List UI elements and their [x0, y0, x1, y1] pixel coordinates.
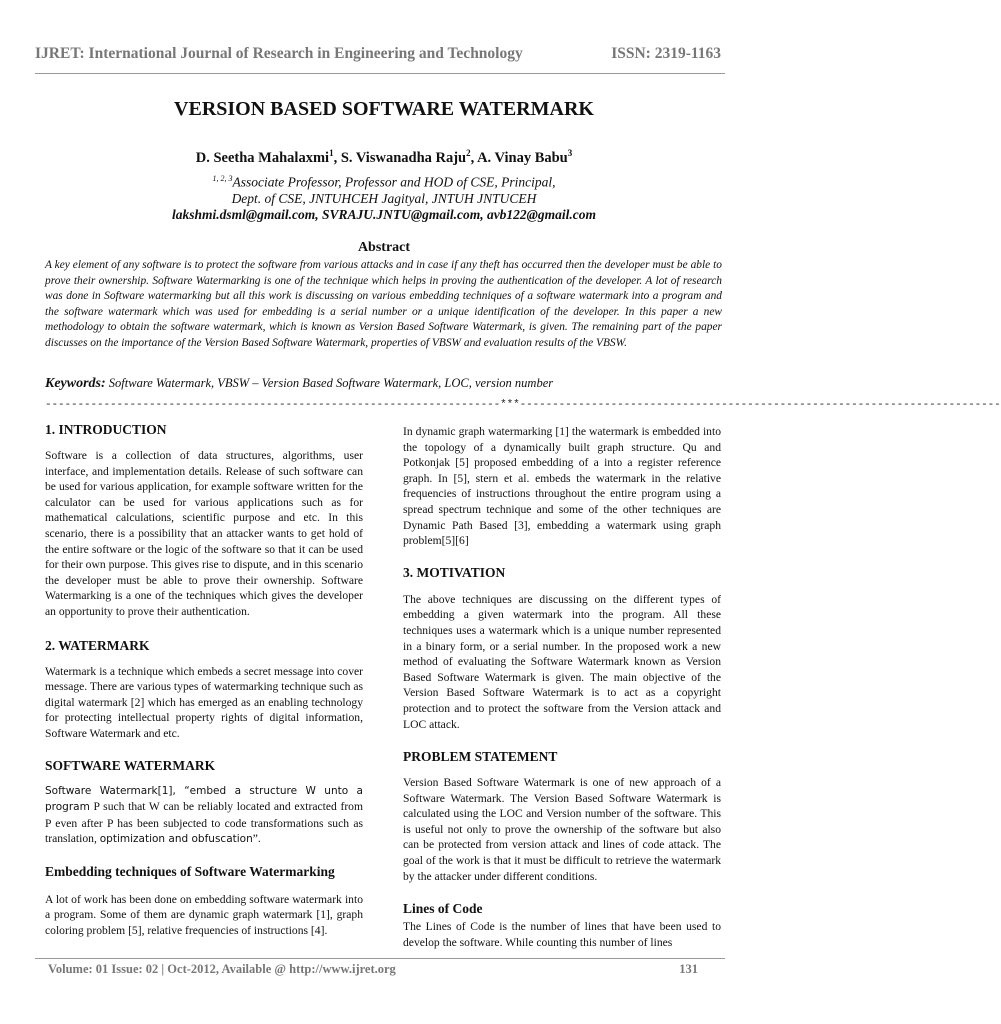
motivation-heading: 3. MOTIVATION — [403, 564, 506, 580]
author-name: A. Vinay Babu — [477, 149, 568, 166]
watermark-heading: 2. WATERMARK — [45, 637, 150, 653]
problem-statement-heading: PROBLEM STATEMENT — [403, 749, 558, 765]
watermark-text: Watermark is a technique which embeds a secret message into cover message. There are various types of watermarking technique such as digital watermark [2] which has emerged as an enabling technology for protecting intellectual property rights of digital information, Software Watermark and etc. — [45, 664, 363, 740]
affiliation-line-1: $^{1, 2, 3}$Associate Professor, Professor and HOD of CSE, Principal, — [212, 174, 556, 190]
abstract-heading: Abstract — [357, 240, 411, 255]
affiliation-line-2: Dept. of CSE, JNTUHCEH Jagityal, JNTUH JNTUCEH — [231, 191, 537, 206]
footer-volume: Volume: 01 Issue: 02 | Oct-2012, Available @ http://www.ijret.org — [48, 962, 396, 976]
author-sup: 1 — [329, 148, 334, 158]
author-name: S. Viswanadha Raju — [340, 149, 467, 166]
lines-of-code-text: The Lines of Code is the number of lines that have been used to develop the software. While counting this number of lines — [403, 920, 721, 949]
motivation-text: The above techniques are discussing on the different types of embedding a given watermark into the program. All these techniques uses a watermark which is a unique number represented in a binary form, or a serial number. In the proposed work a new method of evaluating the Software Watermark known as Version Based Software Watermark is given. The main objective of the Version Based Software Watermark is to act as a copyright protection and to protect the software from the Version attack and LOC attack. — [403, 592, 721, 731]
intro-heading: 1. INTRODUCTION — [45, 422, 167, 437]
keywords-text: Software Watermark, VBSW – Version Based Software Watermark, LOC, version number — [105, 376, 554, 390]
page-number: 131 — [679, 962, 698, 976]
header-divider — [35, 73, 725, 74]
software-watermark-text: Software Watermark[1], “embed a structure W unto a program P such that W can be reliably located and extracted from P even after P has been subjected to code transformations such as translation, optimization and obfuscation”. — [45, 784, 363, 846]
intro-text: Software is a collection of data structures, algorithms, user interface, and implementation details. Release of such software can be used for various application, for example software written for the calculator can be used for various applications such as for mathematical calculations, scientific purpose and etc. In this scenario, there is a possibility that an attacker wants to get hold of the entire software or the logic of the software so that it can be used for their own purpose. This gives rise to dispute, and in this scenario the developer must be able to prove their ownership. Software Watermarking is a one of the techniques which gives the developer an opportunity to prove their authentication. — [45, 449, 363, 618]
embedding-heading: Embedding techniques of Software Watermarking — [45, 863, 335, 879]
lines-of-code-heading: Lines of Code — [403, 901, 483, 917]
journal-header: IJRET: International Journal of Research in Engineering and Technology — [35, 45, 523, 62]
footer-divider — [35, 958, 725, 959]
software-watermark-heading: SOFTWARE WATERMARK — [45, 757, 216, 773]
author-name: D. Seetha Mahalaxmi — [195, 149, 330, 166]
author-list: D. Seetha Mahalaxmi$^1$, S. Viswanadha Raju$^2$, A. Vinay Babu$^3$ — [195, 148, 573, 166]
dynamic-graph-text: In dynamic graph watermarking [1] the watermark is embedded into the topology of a dynamically built graph structure. Qu and Potkonjak [5] proposed embedding of a into a register reference graph. In [5], stern et al. embeds the watermark in the relative frequencies of instructions throughout the entire program using a spread spectrum technique and some of the other techniques are Dynamic Path Based [3], embedding a watermark using graph problem[5][6] — [403, 425, 721, 548]
right-column — [403, 424, 721, 950]
problem-statement-text: Version Based Software Watermark is one of new approach of a Software Watermark. The Version Based Software Watermark is calculated using the LOC and Version number of the software. This is useful not only to prove the ownership of the software but also can be protected from version attack and lines of code attack. The goal of the work is that it must be difficult to retrieve the watermark by the attacker under different conditions. — [403, 776, 721, 883]
section-divider: ----------------------------------------------------------------------***-------------------------------------------------------------------------- — [45, 399, 1001, 411]
keywords-label: Keywords: — [45, 376, 106, 391]
author-emails: lakshmi.dsml@gmail.com, SVRAJU.JNTU@gmail.com, avb122@gmail.com — [171, 207, 597, 222]
author-sup: 2 — [466, 148, 471, 158]
keywords — [45, 376, 553, 392]
embedding-text: A lot of work has been done on embedding software watermark into a program. Some of them are dynamic graph watermark [1], graph coloring problem [5], relative frequencies of instructions [4]. — [45, 892, 363, 938]
paper-title: VERSION BASED SOFTWARE WATERMARK — [174, 98, 594, 120]
author-sup: 3 — [567, 148, 573, 158]
affiliation-sup: 1, 2, 3 — [212, 174, 233, 183]
left-column — [45, 422, 363, 939]
abstract-text: A key element of any software is to protect the software from various attacks and in case if any theft has occurred then the developer must be able to prove their ownership. Software Watermarking is one of the technique which helps in proving the authentication of the developer. A lot of research was done in Software watermarking but all this work is discussing on various embedding techniques of a software watermark into a program and the software watermark which was used for embedding is a serial number or a unique identification of the developer. In this paper a new methodology to obtain the software watermark, which is known as Version Based Software Watermark, is given. The remaining part of the paper discusses on the importance of the Version Based Software Watermark, properties of VBSW and evaluation results of the VBSW. — [45, 259, 722, 349]
issn-label: ISSN: 2319-1163 — [611, 45, 721, 62]
